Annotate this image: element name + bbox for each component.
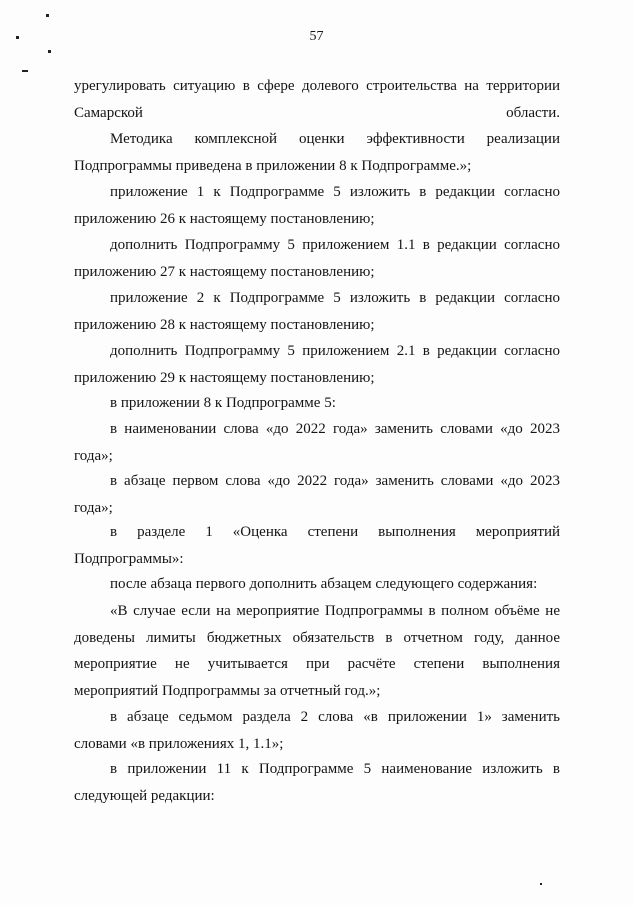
scan-mark [22, 70, 28, 72]
paragraph-5: приложение 2 к Подпрограмме 5 изложить в редакции согласно приложению 28 к настоящему постановлению; [74, 290, 560, 333]
paragraph-3: приложение 1 к Подпрограмме 5 изложить в редакции согласно приложению 26 к настоящему постановлению; [74, 184, 560, 227]
paragraph-14: в приложении 11 к Подпрограмме 5 наименование изложить в следующей редакции: [74, 761, 560, 804]
paragraph-7: в приложении 8 к Подпрограмме 5: [110, 395, 336, 411]
paragraph-6: дополнить Подпрограмму 5 приложением 2.1 в редакции согласно приложению 29 к настоящему постановлению; [74, 343, 560, 386]
paragraph-8: в наименовании слова «до 2022 года» заменить словами «до 2023 года»; [74, 421, 560, 464]
paragraph-2: Методика комплексной оценки эффективности реализации Подпрограммы приведена в приложении 8 к Подпрограмме.»; [74, 131, 560, 174]
paragraph-4: дополнить Подпрограмму 5 приложением 1.1 в редакции согласно приложению 27 к настоящему постановлению; [74, 237, 560, 280]
paragraph-10: в разделе 1 «Оценка степени выполнения мероприятий Подпрограммы»: [74, 524, 560, 567]
paragraph-1: урегулировать ситуацию в сфере долевого строительства на территории Самарской области. [74, 78, 560, 121]
scan-mark [540, 883, 542, 885]
paragraph-12: «В случае если на мероприятие Подпрограммы в полном объёме не доведены лимиты бюджетных обязательств в отчетном году, данное мероприятие не учитывается при расчёте степени выполнения мероприятий Подпрограммы за отчетный год.»; [74, 603, 560, 699]
paragraph-11: после абзаца первого дополнить абзацем следующего содержания: [110, 576, 538, 592]
page-number: 57 [309, 29, 324, 44]
paragraph-13: в абзаце седьмом раздела 2 слова «в приложении 1» заменить словами «в приложениях 1, 1.1»; [74, 709, 560, 752]
scan-mark [46, 14, 49, 17]
scan-mark [48, 50, 51, 53]
paragraph-9: в абзаце первом слова «до 2022 года» заменить словами «до 2023 года»; [74, 473, 560, 516]
